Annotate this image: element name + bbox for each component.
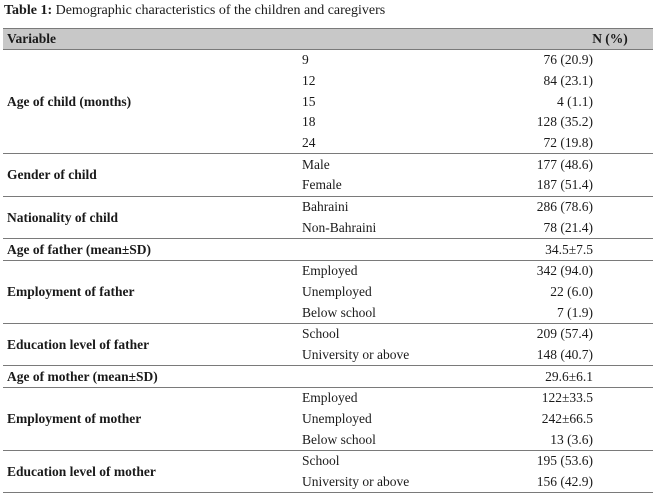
value-cell: 156 (42.9)	[536, 474, 593, 490]
value-cell: 84 (23.1)	[543, 73, 593, 89]
category-cell	[294, 239, 483, 261]
variable-label: Education level of father	[7, 336, 150, 352]
value-cell: 22 (6.0)	[550, 283, 593, 299]
table-group	[3, 388, 653, 451]
category-cell: Bahraini	[302, 199, 349, 215]
value-cell: 29.6±6.1	[545, 368, 593, 384]
table-row	[3, 239, 653, 261]
table-row	[3, 260, 653, 281]
value-cell: 122±33.5	[541, 390, 593, 406]
table-group	[3, 196, 653, 238]
table-group	[3, 50, 653, 154]
category-cell: Employed	[302, 390, 358, 406]
variable-label: Age of child (months)	[7, 93, 132, 109]
category-cell: Employed	[302, 263, 358, 279]
table-caption-text: Demographic characteristics of the children and caregivers	[52, 3, 386, 18]
table-row	[3, 388, 653, 409]
value-cell: 7 (1.9)	[557, 304, 593, 320]
table-row	[3, 196, 653, 217]
category-cell: Male	[302, 156, 330, 172]
category-cell: 15	[302, 93, 316, 109]
table-caption-label: Table 1:	[4, 3, 53, 18]
category-cell	[294, 366, 483, 388]
table-group	[3, 260, 653, 323]
category-cell: 12	[302, 73, 316, 89]
demographics-table	[3, 28, 653, 493]
category-cell: 18	[302, 114, 316, 130]
variable-label: Employment of mother	[7, 411, 142, 427]
value-cell: 195 (53.6)	[536, 453, 593, 469]
table-caption	[4, 2, 385, 20]
value-cell: 209 (57.4)	[536, 326, 593, 342]
value-cell: 148 (40.7)	[536, 346, 593, 362]
table-row	[3, 323, 653, 344]
table-row	[3, 451, 653, 472]
table-group	[3, 451, 653, 493]
value-cell: 34.5±7.5	[545, 241, 593, 257]
category-cell: 24	[302, 135, 316, 151]
header-variable: Variable	[7, 31, 57, 46]
value-cell: 342 (94.0)	[536, 263, 593, 279]
variable-label: Age of father (mean±SD)	[7, 241, 152, 257]
category-cell: School	[302, 453, 340, 469]
table-group	[3, 366, 653, 388]
variable-label: Gender of child	[7, 167, 97, 183]
category-cell: Unemployed	[302, 283, 372, 299]
value-cell: 76 (20.9)	[543, 52, 593, 68]
category-cell: University or above	[302, 346, 410, 362]
table-group	[3, 239, 653, 261]
category-cell: University or above	[302, 474, 410, 490]
table-row	[3, 366, 653, 388]
category-cell: Below school	[302, 304, 376, 320]
value-cell: 13 (3.6)	[550, 431, 593, 447]
header-category	[294, 29, 483, 50]
value-cell: 4 (1.1)	[557, 93, 593, 109]
table-group	[3, 154, 653, 196]
table-row	[3, 50, 653, 71]
table-header-row	[3, 29, 653, 50]
value-cell: 187 (51.4)	[536, 177, 593, 193]
category-cell: Unemployed	[302, 411, 372, 427]
category-cell: Below school	[302, 431, 376, 447]
variable-label: Education level of mother	[7, 463, 156, 479]
variable-label: Employment of father	[7, 283, 135, 299]
variable-label: Age of mother (mean±SD)	[7, 368, 158, 384]
value-cell: 177 (48.6)	[536, 156, 593, 172]
value-cell: 72 (19.8)	[543, 135, 593, 151]
table-header	[3, 29, 653, 50]
value-cell: 242±66.5	[541, 411, 593, 427]
value-cell: 286 (78.6)	[536, 199, 593, 215]
value-cell: 128 (35.2)	[536, 114, 593, 130]
category-cell: School	[302, 326, 340, 342]
category-cell: Non-Bahraini	[302, 219, 377, 235]
header-n-percent: N (%)	[592, 31, 628, 46]
table-row	[3, 154, 653, 175]
table-group	[3, 323, 653, 365]
category-cell: Female	[302, 177, 342, 193]
value-cell: 78 (21.4)	[543, 219, 593, 235]
category-cell: 9	[302, 52, 309, 68]
variable-label: Nationality of child	[7, 209, 119, 225]
